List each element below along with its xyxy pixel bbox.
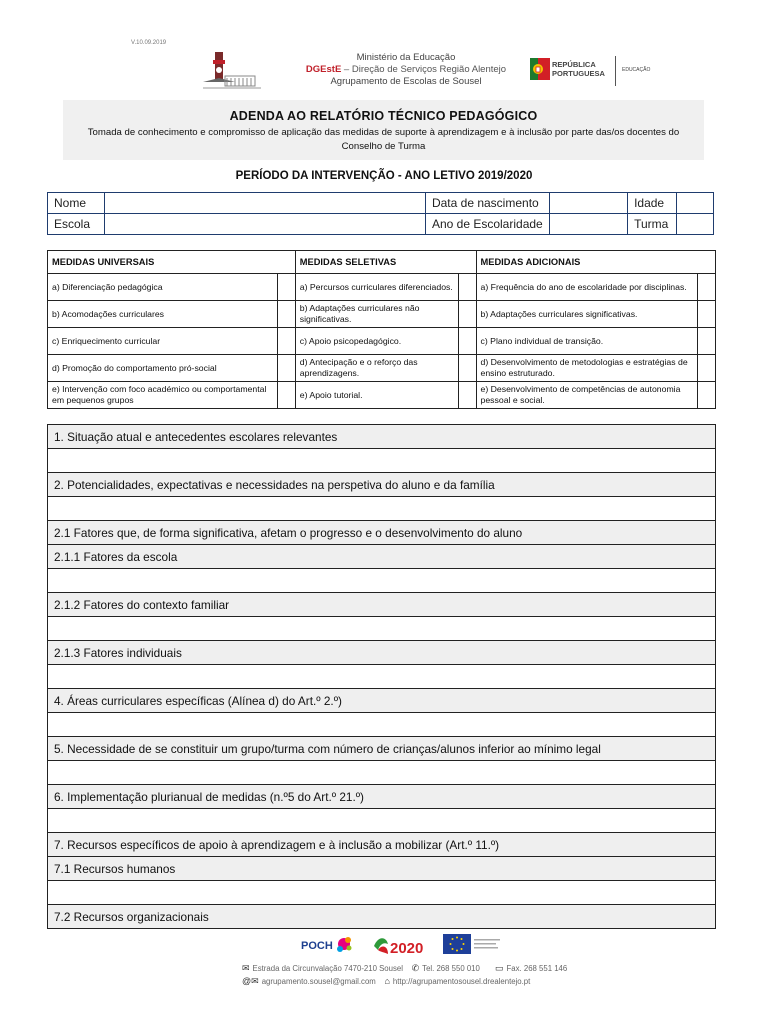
footer-phone: Tel. 268 550 010 [422,964,480,973]
measure-checkbox[interactable] [458,274,476,301]
measure-cell: c) Enriquecimento curricular [48,328,278,355]
measure-checkbox[interactable] [277,382,295,409]
ministry-block [290,52,522,88]
email-icon: @✉ [242,976,259,986]
ministry-name: Ministério da Educação [356,52,456,63]
portuguesa-line: PORTUGUESA [552,69,605,78]
birthdate-field[interactable] [550,193,628,214]
republica-portuguesa-label [552,60,605,78]
section-heading: 4. Áreas curriculares específicas (Alínea d) do Art.º 2.º) [48,689,716,713]
grade-field[interactable] [550,214,628,235]
portugal-2020-logo [372,934,430,956]
measure-cell: a) Diferenciação pedagógica [48,274,278,301]
home-icon: ⌂ [384,976,390,986]
measure-checkbox[interactable] [458,382,476,409]
section-heading: 1. Situação atual e antecedentes escolares relevantes [48,425,716,449]
header-divider [615,56,616,86]
footer-contact-line2 [242,976,530,987]
identification-table [47,192,714,235]
name-field[interactable] [104,193,425,214]
measure-cell: a) Percursos curriculares diferenciados. [295,274,458,301]
measure-cell: e) Intervenção com foco académico ou comportamental em pequenos grupos [48,382,278,409]
section-answer-field[interactable] [48,881,716,905]
footer-address: Estrada da Circunvalação 7470-210 Sousel [252,964,403,973]
header-additional-measures: MEDIDAS ADICIONAIS [476,251,715,274]
measure-checkbox[interactable] [458,328,476,355]
measure-cell: b) Adaptações curriculares significativas. [476,301,697,328]
section-heading: 2. Potencialidades, expectativas e necessidades na perspetiva do aluno e da família [48,473,716,497]
section-heading: 7.1 Recursos humanos [48,857,716,881]
republica-line: REPÚBLICA [552,60,596,69]
measure-cell: d) Promoção do comportamento pró-social [48,355,278,382]
measure-cell: c) Plano individual de transição. [476,328,697,355]
eu-flag-logo [443,934,503,954]
measure-cell: e) Desenvolvimento de competências de autonomia pessoal e social. [476,382,697,409]
footer-contact-line1 [242,963,567,974]
measure-checkbox[interactable] [458,301,476,328]
measures-table [47,250,716,409]
measure-checkbox[interactable] [277,274,295,301]
measure-cell: a) Frequência do ano de escolaridade por disciplinas. [476,274,697,301]
section-answer-field[interactable] [48,809,716,833]
phone-icon: ✆ [411,963,420,973]
poch-logo [300,932,355,956]
section-heading: 2.1.1 Fatores da escola [48,545,716,569]
header-universal-measures: MEDIDAS UNIVERSAIS [48,251,296,274]
birthdate-label: Data de nascimento [425,193,549,214]
school-field[interactable] [104,214,425,235]
age-field[interactable] [676,193,713,214]
name-label: Nome [48,193,105,214]
class-field[interactable] [676,214,713,235]
measure-checkbox[interactable] [698,328,716,355]
section-heading: 7.2 Recursos organizacionais [48,905,716,929]
age-label: Idade [628,193,677,214]
measure-checkbox[interactable] [277,328,295,355]
measure-checkbox[interactable] [277,301,295,328]
dgeste-description: – Direção de Serviços Região Alentejo [341,64,507,75]
section-heading: 6. Implementação plurianual de medidas (n.º5 do Art.º 21.º) [48,785,716,809]
measure-checkbox[interactable] [277,355,295,382]
section-heading: 2.1 Fatores que, de forma significativa, afetam o progresso e o desenvolvimento do aluno [48,521,716,545]
section-heading: 2.1.2 Fatores do contexto familiar [48,593,716,617]
grade-label: Ano de Escolaridade [425,214,549,235]
school-group-name: Agrupamento de Escolas de Sousel [330,76,482,87]
intervention-period: PERÍODO DA INTERVENÇÃO - ANO LETIVO 2019/2020 [235,170,533,182]
section-heading: 2.1.3 Fatores individuais [48,641,716,665]
section-answer-field[interactable] [48,713,716,737]
measure-cell: d) Desenvolvimento de metodologias e estratégias de ensino estruturado. [476,355,697,382]
footer-website[interactable]: http://agrupamentosousel.drealentejo.pt [392,977,531,986]
republica-shield-icon [530,58,550,80]
dgeste-line [290,64,522,76]
section-answer-field[interactable] [48,449,716,473]
measure-cell: b) Acomodações curriculares [48,301,278,328]
school-logo [201,50,263,92]
section-answer-field[interactable] [48,569,716,593]
section-answer-field[interactable] [48,665,716,689]
measure-cell: b) Adaptações curriculares não significativas. [295,301,458,328]
measure-checkbox[interactable] [698,301,716,328]
portugal-2020-logo-text: 2020 [390,940,424,956]
school-label: Escola [48,214,105,235]
dgeste-acronym: DGEstE [305,64,342,75]
footer-email[interactable]: agrupamento.sousel@gmail.com [261,977,376,986]
measure-checkbox[interactable] [698,355,716,382]
footer-fax: Fax. 268 551 146 [506,964,568,973]
section-answer-field[interactable] [48,761,716,785]
section-answer-field[interactable] [48,497,716,521]
poch-logo-text: POCH [301,940,333,952]
sections-table [47,424,716,929]
measure-cell: e) Apoio tutorial. [295,382,458,409]
document-subtitle: Tomada de conhecimento e compromisso de aplicação das medidas de suporte à aprendizagem e à inclusão por parte das/os docentes do Conselho de Turma [87,127,680,152]
measure-cell: d) Antecipação e o reforço das aprendizagens. [295,355,458,382]
envelope-icon: ✉ [242,963,250,973]
section-heading: 7. Recursos específicos de apoio à aprendizagem e à inclusão a mobilizar (Art.º 11.º) [48,833,716,857]
title-box [63,100,704,160]
section-heading: 5. Necessidade de se constituir um grupo/turma com número de crianças/alunos inferior ao mínimo legal [48,737,716,761]
measure-checkbox[interactable] [698,382,716,409]
fax-icon: ▭ [495,963,504,973]
version-label: V.10.09.2019 [131,40,167,46]
measure-checkbox[interactable] [458,355,476,382]
header-selective-measures: MEDIDAS SELETIVAS [295,251,476,274]
section-answer-field[interactable] [48,617,716,641]
measure-cell: c) Apoio psicopedagógico. [295,328,458,355]
class-label: Turma [628,214,677,235]
document-title: ADENDA AO RELATÓRIO TÉCNICO PEDAGÓGICO [229,109,538,123]
measure-checkbox[interactable] [698,274,716,301]
education-tag: EDUCAÇÃO [622,67,651,73]
